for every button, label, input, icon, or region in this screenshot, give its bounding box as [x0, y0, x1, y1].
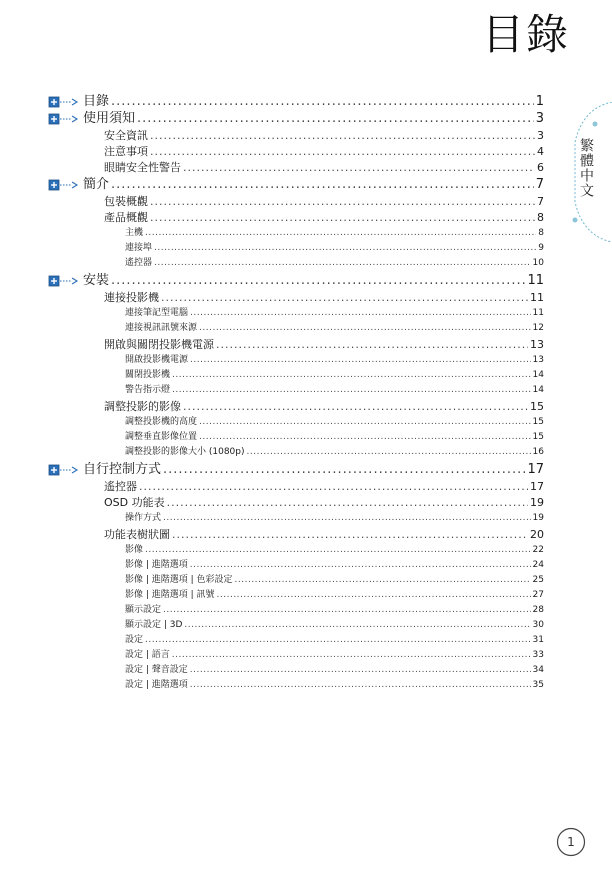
toc-entry-title: 調整投影的影像 — [104, 400, 181, 413]
toc-entry-page: 15 — [532, 432, 544, 442]
toc-entry-title: 產品概觀 — [104, 211, 148, 224]
toc-entry-title: 連接視訊訊號來源 — [125, 323, 198, 333]
toc-entry-page: 25 — [532, 575, 544, 585]
toc-dot-leader — [161, 290, 528, 305]
toc-entry-title: 開啟與關閉投影機電源 — [104, 338, 214, 351]
toc-entry-title: 遙控器 — [104, 480, 137, 493]
toc-entry-page: 16 — [532, 447, 544, 457]
toc-entry-page: 28 — [532, 605, 544, 615]
toc-entry-page: 17 — [530, 480, 544, 493]
toc-entry[interactable] — [125, 242, 544, 255]
toc-entry-page: 15 — [532, 417, 544, 427]
toc-dot-leader — [172, 369, 531, 382]
toc-entry-title: 主機 — [125, 228, 144, 238]
toc-entry[interactable] — [104, 399, 544, 414]
toc-entry-page: 3 — [537, 129, 544, 142]
toc-dot-leader — [184, 619, 530, 632]
toc-entry-page: 7 — [537, 195, 544, 208]
toc-dot-leader — [150, 144, 535, 159]
page-number: 1 — [567, 835, 575, 849]
toc-entry-title: 調整垂直影像位置 — [125, 432, 198, 442]
toc-entry-title: 調整投影機的高度 — [125, 417, 198, 427]
toc-entry[interactable] — [125, 257, 544, 270]
toc-entry[interactable] — [125, 544, 544, 557]
toc-entry-title: 連接埠 — [125, 243, 153, 253]
toc-entry-page: 34 — [532, 665, 544, 675]
tab-dot-icon — [593, 122, 598, 127]
toc-dot-leader — [190, 354, 531, 367]
toc-entry-page: 6 — [537, 161, 544, 174]
toc-dot-leader — [137, 110, 534, 127]
toc-entry-page: 15 — [530, 400, 544, 413]
toc-entry-title: 設定 | 語言 — [125, 650, 170, 660]
expand-bullet-icon — [48, 464, 82, 476]
toc-entry-title: 設定 — [125, 635, 144, 645]
toc-entry-page: 3 — [535, 111, 544, 126]
toc-dot-leader — [172, 649, 531, 662]
toc-entry-title: 注意事項 — [104, 145, 148, 158]
toc-entry[interactable] — [104, 128, 544, 143]
toc-entry-title: 影像 | 進階選項 — [125, 560, 188, 570]
toc-entry[interactable] — [83, 461, 544, 478]
toc-entry-title: 簡介 — [83, 177, 110, 192]
toc-dot-leader — [145, 227, 536, 240]
toc-entry-page: 17 — [527, 462, 544, 477]
toc-entry-title: 安裝 — [83, 273, 110, 288]
toc-entry-page: 13 — [530, 338, 544, 351]
toc-entry-title: OSD 功能表 — [104, 496, 165, 509]
toc-entry[interactable] — [104, 495, 544, 510]
toc-dot-leader — [247, 446, 531, 459]
toc-entry-page: 11 — [527, 273, 544, 288]
toc-entry-title: 顯示設定 — [125, 605, 162, 615]
toc-entry-page: 13 — [532, 355, 544, 365]
toc-dot-leader — [163, 461, 525, 478]
toc-entry-page: 4 — [537, 145, 544, 158]
toc-dot-leader — [190, 559, 531, 572]
toc-entry[interactable] — [104, 527, 544, 542]
toc-entry-page: 11 — [530, 291, 544, 304]
toc-entry[interactable] — [83, 93, 544, 110]
toc-entry[interactable] — [125, 354, 544, 367]
toc-entry[interactable] — [125, 512, 544, 525]
toc-entry[interactable] — [125, 227, 544, 240]
toc-entry-title: 連接筆記型電腦 — [125, 308, 189, 318]
toc-entry[interactable] — [125, 619, 544, 632]
toc-entry-page: 8 — [538, 228, 544, 238]
toc-dot-leader — [190, 679, 531, 692]
toc-entry[interactable] — [104, 160, 544, 175]
toc-entry-title: 調整投影的影像大小 (1080p) — [125, 447, 245, 457]
toc-entry-page: 12 — [532, 323, 544, 333]
toc-dot-leader — [199, 416, 531, 429]
toc-entry-page: 8 — [537, 211, 544, 224]
toc-entry-title: 自行控制方式 — [83, 462, 162, 477]
toc-dot-leader — [199, 431, 531, 444]
toc-entry-title: 設定 | 聲音設定 — [125, 665, 188, 675]
toc-entry[interactable] — [125, 649, 544, 662]
toc-entry-page: 11 — [532, 308, 544, 318]
toc-dot-leader — [183, 399, 528, 414]
toc-dot-leader — [235, 574, 531, 587]
toc-dot-leader — [172, 384, 531, 397]
toc-entry-page: 1 — [535, 94, 544, 109]
toc-dot-leader — [183, 160, 535, 175]
toc-dot-leader — [145, 634, 531, 647]
toc-dot-leader — [163, 512, 531, 525]
toc-entry-page: 14 — [532, 370, 544, 380]
toc-entry[interactable] — [125, 664, 544, 677]
toc-entry-title: 顯示設定 | 3D — [125, 620, 183, 630]
toc-dot-leader — [216, 337, 528, 352]
toc-dot-leader — [154, 257, 531, 270]
expand-bullet-icon — [48, 113, 82, 125]
toc-entry[interactable] — [83, 110, 544, 127]
toc-dot-leader — [111, 272, 525, 289]
expand-bullet-icon — [48, 275, 82, 287]
toc-entry[interactable] — [104, 194, 544, 209]
toc-entry-title: 影像 — [125, 545, 144, 555]
toc-dot-leader — [217, 589, 531, 602]
toc-entry-title: 遙控器 — [125, 258, 153, 268]
toc-entry-title: 安全資訊 — [104, 129, 148, 142]
toc-entry[interactable] — [125, 604, 544, 617]
toc-entry-page: 9 — [538, 243, 544, 253]
toc-entry-page: 10 — [532, 258, 544, 268]
toc-entry-title: 警告指示燈 — [125, 385, 171, 395]
toc-entry[interactable] — [125, 384, 544, 397]
toc-entry-title: 使用須知 — [83, 111, 136, 126]
toc-entry[interactable] — [125, 431, 544, 444]
tab-dot-icon — [573, 218, 578, 223]
toc-entry-page: 7 — [535, 177, 544, 192]
toc-dot-leader — [199, 322, 531, 335]
toc-entry-page: 19 — [532, 513, 544, 523]
toc-entry[interactable] — [125, 589, 544, 602]
toc-dot-leader — [150, 210, 535, 225]
toc-entry-page: 24 — [532, 560, 544, 570]
toc-entry[interactable] — [104, 210, 544, 225]
toc-entry[interactable] — [125, 369, 544, 382]
language-tab-label: 繁體中文 — [578, 138, 594, 198]
toc-entry-page: 30 — [532, 620, 544, 630]
toc-entry-title: 連接投影機 — [104, 291, 159, 304]
toc-entry-title: 設定 | 進階選項 — [125, 680, 188, 690]
toc-entry-title: 影像 | 進階選項 | 色彩設定 — [125, 575, 233, 585]
toc-entry-page: 35 — [532, 680, 544, 690]
toc-entry-title: 目錄 — [83, 94, 110, 109]
toc-dot-leader — [150, 194, 535, 209]
toc-entry-title: 功能表樹狀圖 — [104, 528, 170, 541]
toc-entry[interactable] — [83, 176, 544, 193]
toc-entry-title: 影像 | 進階選項 | 訊號 — [125, 590, 215, 600]
toc-entry[interactable] — [125, 574, 544, 587]
toc-entry[interactable] — [83, 272, 544, 289]
toc-entry-page: 33 — [532, 650, 544, 660]
expand-bullet-icon — [48, 179, 82, 191]
toc-dot-leader — [163, 604, 531, 617]
toc-entry[interactable] — [125, 416, 544, 429]
toc-entry[interactable] — [125, 322, 544, 335]
toc-dot-leader — [139, 479, 528, 494]
toc-entry-title: 包裝概觀 — [104, 195, 148, 208]
toc-entry-page: 27 — [532, 590, 544, 600]
toc-dot-leader — [145, 544, 531, 557]
toc-entry[interactable] — [125, 679, 544, 692]
toc-dot-leader — [172, 527, 528, 542]
toc-entry-page: 19 — [530, 496, 544, 509]
toc-entry[interactable] — [104, 290, 544, 305]
toc-entry[interactable] — [104, 337, 544, 352]
toc-entry-page: 20 — [530, 528, 544, 541]
toc-dot-leader — [111, 93, 534, 110]
toc-entry-title: 開啟投影機電源 — [125, 355, 189, 365]
toc-entry-title: 關閉投影機 — [125, 370, 171, 380]
toc-entry-title: 眼睛安全性警告 — [104, 161, 181, 174]
expand-bullet-icon — [48, 96, 82, 108]
page-title: 目錄 — [481, 10, 570, 59]
toc-dot-leader — [190, 664, 531, 677]
toc-entry[interactable] — [104, 144, 544, 159]
toc-entry-page: 14 — [532, 385, 544, 395]
toc-dot-leader — [190, 307, 531, 320]
toc-dot-leader — [111, 176, 534, 193]
toc-entry[interactable] — [104, 479, 544, 494]
toc-entry-page: 22 — [532, 545, 544, 555]
toc-dot-leader — [154, 242, 536, 255]
toc-dot-leader — [167, 495, 528, 510]
toc-entry[interactable] — [125, 307, 544, 320]
toc-entry[interactable] — [125, 634, 544, 647]
toc-entry-title: 操作方式 — [125, 513, 162, 523]
toc-entry-page: 31 — [532, 635, 544, 645]
toc-entry[interactable] — [125, 446, 544, 459]
toc-entry[interactable] — [125, 559, 544, 572]
toc-dot-leader — [150, 128, 535, 143]
